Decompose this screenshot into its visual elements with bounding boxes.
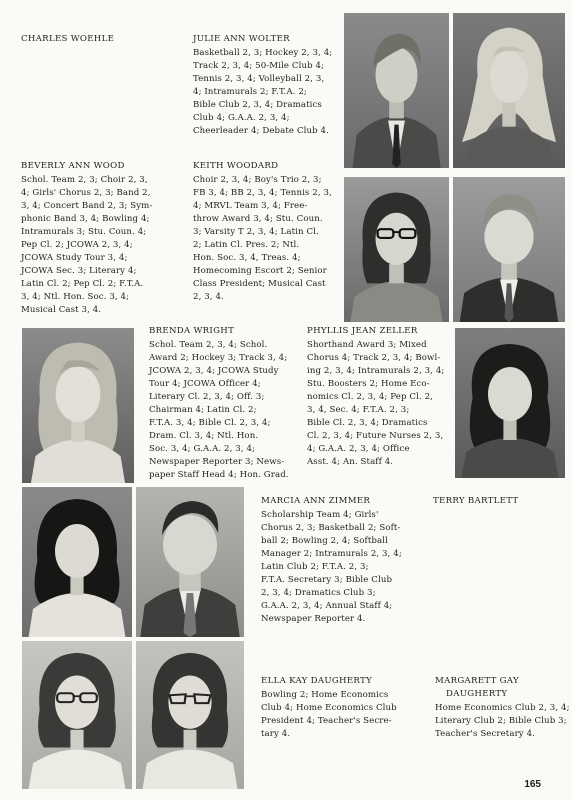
- student-entry-wolter: [193, 33, 343, 138]
- student-activities: Schol. Team 2, 3; Choir 2, 3, 4; Girls' Chorus 2, 3; Band 2, 3, 4; Concert Band 2, 3; Sym- phonic Band 3, 4; Bowling 4; Intramurals 3; Stu. Coun. 4; Pep Cl. 2; JCOWA 2, 3, 4; JCOWA Study Tour 3, 4; JCOWA Sec. 3; Literary 4; Latin Cl. 2; Pep Cl. 2; F.T.A. 3, 4; Ntl. Hon. Soc. 3, 4; Musical Cast 3, 4.: [21, 175, 153, 315]
- boy-portrait-icon: [136, 487, 244, 637]
- student-name: JULIE ANN WOLTER: [193, 34, 290, 44]
- student-name: BRENDA WRIGHT: [149, 326, 235, 336]
- student-name: BEVERLY ANN WOOD: [21, 161, 125, 171]
- student-entry-zeller: [307, 325, 452, 469]
- student-activities: Schol. Team 2, 3, 4; Schol. Award 2; Hockey 3; Track 3, 4; JCOWA 2, 3, 4; JCOWA Study Tour 4; JCOWA Officer 4; Literary Cl. 2, 3, 4; Off. 3; Chairman 4; Latin Cl. 2; F.T.A. 3, 4; Bible Cl. 2, 3, 4; Dram. Cl. 3, 4; Ntl. Hon. Soc. 3, 4; G.A.A. 2, 3, 4; Newspaper Reporter 3; News- paper Staff Head 4; Hon. Grad.: [149, 340, 289, 480]
- student-name: KEITH WOODARD: [193, 161, 279, 171]
- student-name-line1: MARGARETT GAY: [435, 676, 519, 686]
- portrait-photo-margarett-daugherty: [136, 641, 244, 789]
- student-entry-zimmer: [261, 495, 426, 626]
- girl-glasses-portrait-icon: [344, 177, 449, 322]
- student-name: TERRY BARTLETT: [433, 496, 519, 506]
- student-entry-woodard: [193, 160, 343, 304]
- girl-portrait-icon: [22, 328, 134, 483]
- student-name: CHARLES WOEHLE: [21, 34, 115, 44]
- portrait-photo-woehle: [344, 13, 449, 168]
- student-activities: Home Economics Club 2, 3, 4; Literary Club 2; Bible Club 3; Teacher's Secretary 4.: [435, 703, 570, 739]
- girl-glasses-portrait-icon: [22, 641, 132, 789]
- boy-portrait-icon: [344, 13, 449, 168]
- portrait-photo-wood: [344, 177, 449, 322]
- portrait-photo-zimmer: [22, 487, 132, 637]
- student-name: PHYLLIS JEAN ZELLER: [307, 326, 418, 336]
- student-entry-ella-daugherty: [261, 675, 421, 741]
- portrait-photo-woodard: [453, 177, 565, 322]
- student-activities: Scholarship Team 4; Girls' Chorus 2, 3; Basketball 2; Soft- ball 2; Bowling 2, 4; Softball Manager 2; Intramurals 2, 3, 4; Latin Club 2; F.T.A. 2, 3; F.T.A. Secretary 3; Bible Club 2, 3, 4; Dramatics Club 3; G.A.A. 2, 3, 4; Annual Staff 4; Newspaper Reporter 4.: [261, 510, 402, 624]
- student-activities: Basketball 2, 3; Hockey 2, 3, 4; Track 2, 3, 4; 50-Mile Club 4; Tennis 2, 3, 4; Volleyball 2, 3, 4; Intramurals 2; F.T.A. 2; Bible Club 2, 3, 4; Dramatics Club 4; G.A.A. 2, 3, 4; Cheerleader 4; Debate Club 4.: [193, 48, 333, 136]
- student-entry-bartlett: [433, 495, 518, 509]
- student-activities: Choir 2, 3, 4; Boy's Trio 2, 3; FB 3, 4; BB 2, 3, 4; Tennis 2, 3, 4; MRVL Team 3, 4; Free- throw Award 3, 4; Stu. Coun. 3; Varsity T 2, 3, 4; Latin Cl. 2; Latin Cl. Pres. 2; Ntl. Hon. Soc. 3, 4, Treas. 4; Homecoming Escort 2; Senior Class President; Musical Cast 2, 3, 4.: [193, 175, 332, 302]
- student-name: ELLA KAY DAUGHERTY: [261, 676, 373, 686]
- student-entry-wood: [21, 160, 171, 317]
- girl-glasses-portrait-icon: [136, 641, 244, 789]
- student-entry-woehle: [21, 33, 114, 47]
- portrait-photo-zeller: [455, 328, 565, 478]
- portrait-photo-wolter: [453, 13, 565, 168]
- portrait-photo-ella-daugherty: [22, 641, 132, 789]
- portrait-photo-bartlett: [136, 487, 244, 637]
- student-name: MARCIA ANN ZIMMER: [261, 496, 371, 506]
- girl-portrait-icon: [455, 328, 565, 478]
- student-entry-wright: [149, 325, 301, 482]
- page-number: 165: [524, 779, 541, 790]
- student-activities: Bowling 2; Home Economics Club 4; Home Economics Club President 4; Teacher's Secre- tary 4.: [261, 690, 397, 739]
- student-name-line2: DAUGHERTY: [446, 689, 508, 699]
- girl-portrait-icon: [22, 487, 132, 637]
- boy-portrait-icon: [453, 177, 565, 322]
- girl-portrait-icon: [453, 13, 565, 168]
- portrait-photo-wright: [22, 328, 134, 483]
- student-entry-margarett-daugherty: [435, 675, 570, 741]
- student-activities: Shorthand Award 3; Mixed Chorus 4; Track 2, 3, 4; Bowl- ing 2, 3, 4; Intramurals 2, 3, 4; Stu. Boosters 2; Home Eco- nomics Cl. 2, 3, 4; Pep Cl. 2, 3, 4, Sec. 4; F.T.A. 2, 3; Bible Cl. 2, 3, 4; Dramatics Cl. 2, 3, 4; Future Nurses 2, 3, 4; G.A.A. 2, 3, 4; Office Asst. 4; An. Staff 4.: [307, 340, 445, 467]
